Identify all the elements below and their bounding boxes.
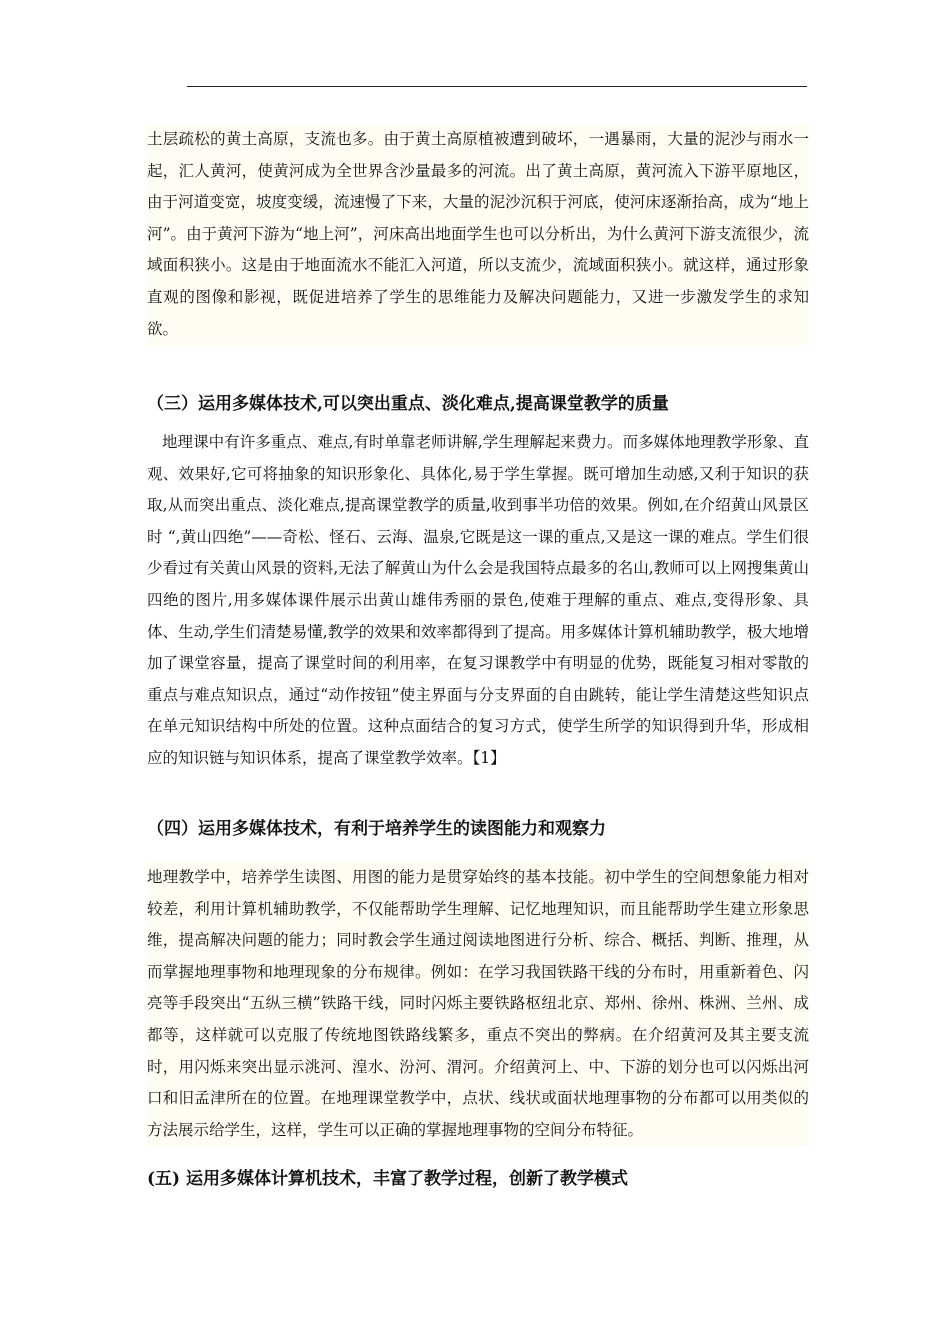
body-paragraph-key-points: 地理课中有许多重点、难点,有时单靠老师讲解,学生理解起来费力。而多媒体地理教学形象、直观、效果好,它可将抽象的知识形象化、具体化,易于学生掌握。既可增加生动感,又利于知识的获取,从而突出重点、淡化难点,提高课堂教学的质量,收到事半功倍的效果。例如,在介绍黄山风景区时 “,黄山四绝”——奇松、怪石、云海、温泉,它既是这一课的重点,又是这一课的难点。学生们很少看过有关黄山风景的资料,无法了解黄山为什么会是我国特点最多的名山,教师可以上网搜集黄山四绝的图片,用多媒体课件展示出黄山雄伟秀丽的景色,使难于理解的重点、难点,变得形象、具体、生动,学生们清楚易懂,教学的效果和效率都得到了提高。用多媒体计算机辅助教学，极大地增加了课堂容量，提高了课堂时间的利用率，在复习课教学中有明显的优势，既能复习相对零散的重点与难点知识点，通过“动作按钮”使主界面与分支界面的自由跳转，能让学生清楚这些知识点在单元知识结构中所处的位置。这种点面结合的复习方式，使学生所学的知识得到升华，形成相应的知识链与知识体系，提高了课堂教学效率。【1】 — [147, 433, 809, 767]
header-rule — [187, 86, 807, 87]
section-heading-4: （四）运用多媒体技术，有利于培养学生的读图能力和观察力 — [147, 819, 606, 839]
section-heading-3: （三）运用多媒体技术,可以突出重点、淡化难点,提高课堂教学的质量 — [147, 394, 669, 414]
body-paragraph-loess-plateau: 土层疏松的黄土高原，支流也多。由于黄土高原植被遭到破坏，一遇暴雨，大量的泥沙与雨水一起，汇人黄河，使黄河成为全世界含沙量最多的河流。出了黄土高原，黄河流入下游平原地区，由于河道变宽，坡度变缓，流速慢了下来，大量的泥沙沉积于河底，使河床逐渐抬高，成为“地上河”。由于黄河下游为“地上河”，河床高出地面学生也可以分析出，为什么黄河下游支流很少，流域面积狭小。这是由于地面流水不能汇入河道，所以支流少，流域面积狭小。就这样，通过形象直观的图像和影视，既促进培养了学生的思维能力及解决问题能力，又进一步激发学生的求知欲。 — [147, 124, 809, 345]
section-heading-5: (五) 运用多媒体计算机技术，丰富了教学过程，创新了教学模式 — [147, 1169, 629, 1189]
body-paragraph-map-reading: 地理教学中，培养学生读图、用图的能力是贯穿始终的基本技能。初中学生的空间想象能力相对较差，利用计算机辅助教学，不仅能帮助学生理解、记忆地理知识，而且能帮助学生建立形象思维，提高解决问题的能力；同时教会学生通过阅读地图进行分析、综合、概括、判断、推理，从而掌握地理事物和地理现象的分布规律。例如：在学习我国铁路干线的分布时，用重新着色、闪亮等手段突出“五纵三横”铁路干线，同时闪烁主要铁路枢纽北京、郑州、徐州、株洲、兰州、成都等，这样就可以克服了传统地图铁路线繁多，重点不突出的弊病。在介绍黄河及其主要支流时，用闪烁来突出显示洮河、湟水、汾河、渭河。介绍黄河上、中、下游的划分也可以闪烁出河口和旧孟津所在的位置。在地理课堂教学中，点状、线状或面状地理事物的分布都可以用类似的方法展示给学生，这样，学生可以正确的掌握地理事物的空间分布特征。 — [147, 862, 809, 1146]
